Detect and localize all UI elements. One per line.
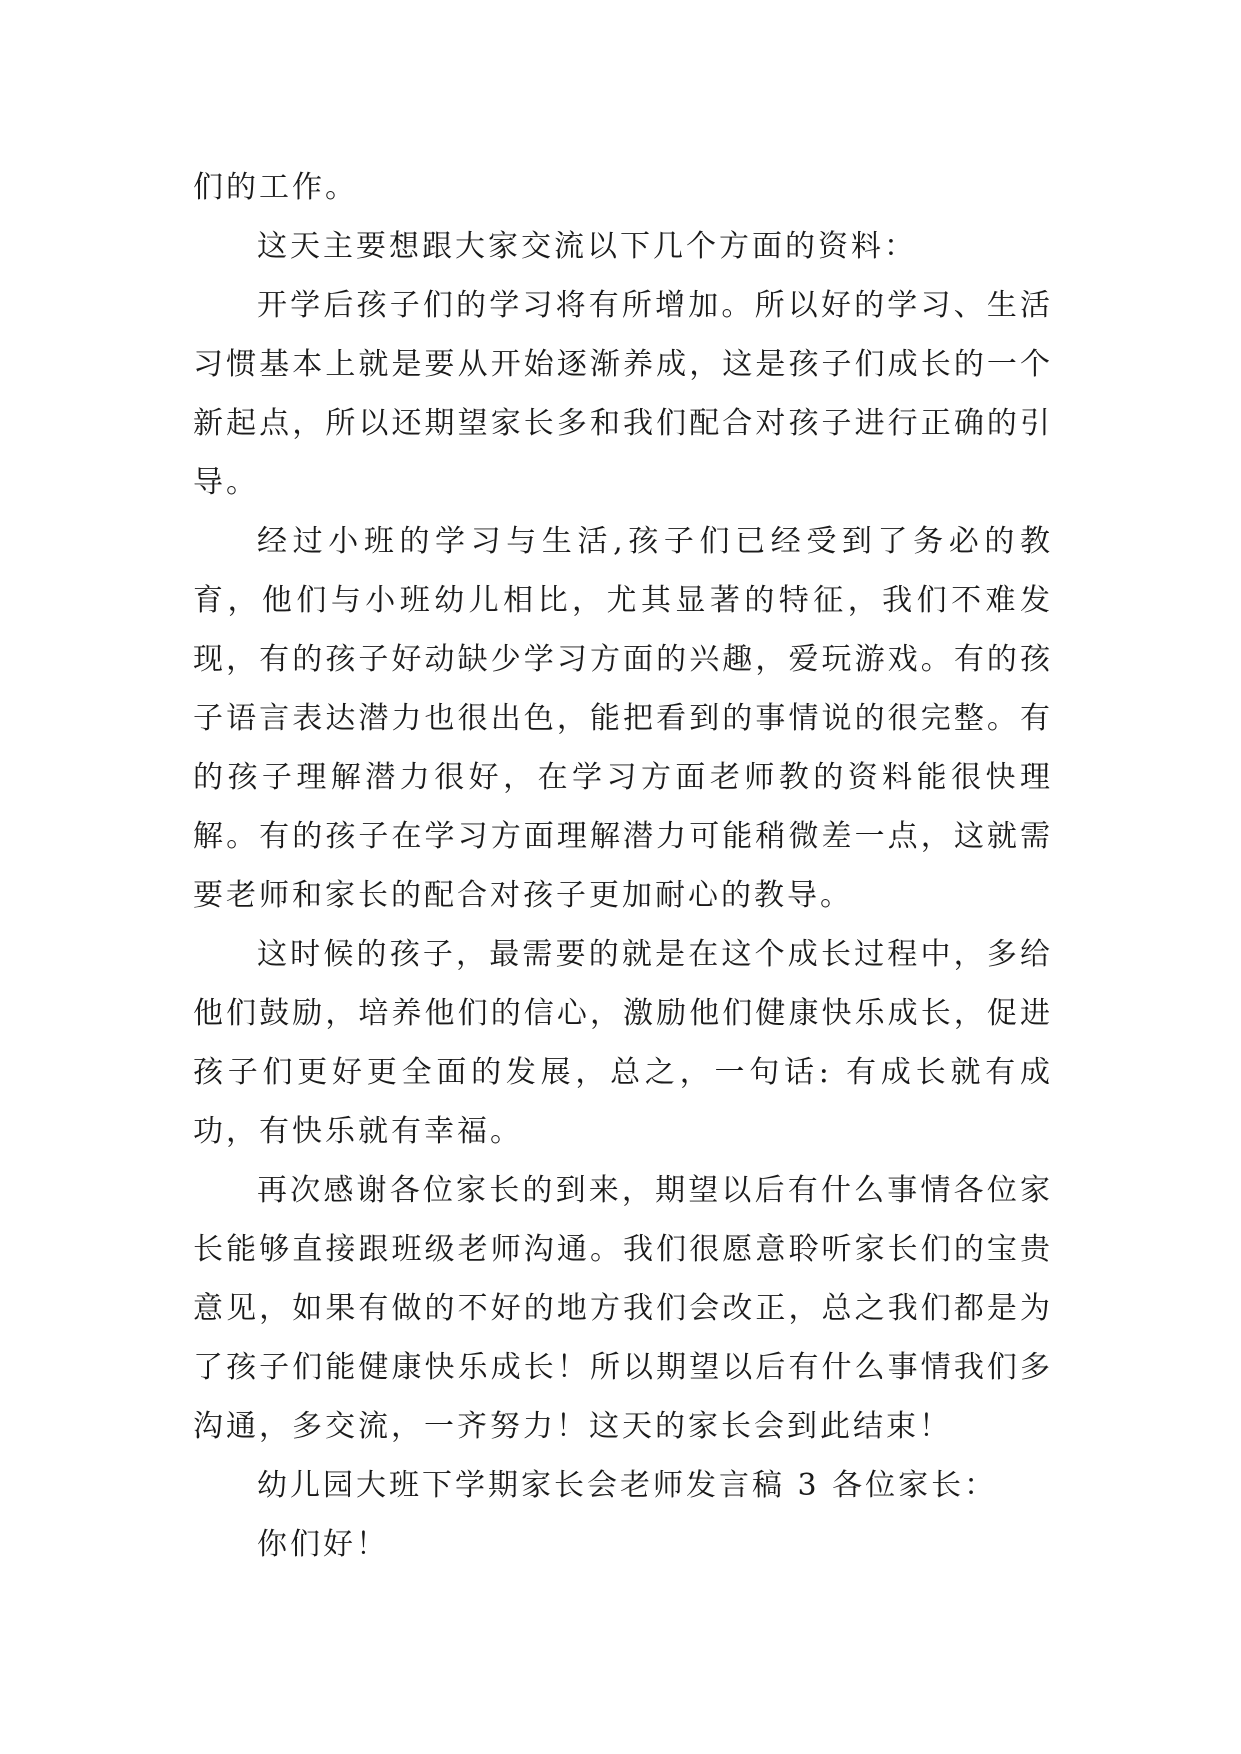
paragraph-greeting: 你们好！ xyxy=(257,1527,389,1562)
paragraph-child-differences: 经过小班的学习与生活,孩子们已经受到了务必的教育，他们与小班幼儿相比，尤其显著的特征，我们不难发现，有的孩子好动缺少学习方面的兴趣，爱玩游戏。有的孩子语言表达潜力也很出色，能把看到的事情说的很完整。有的孩子理解潜力很好，在学习方面老师教的资料能很快理解。有的孩子在学习方面理解潜力可能稍微差一点，这就需要老师和家长的配合对孩子更加耐心的教导。 xyxy=(193,524,1053,913)
paragraph-topics-intro: 这天主要想跟大家交流以下几个方面的资料： xyxy=(257,229,917,264)
document-body xyxy=(193,158,1053,1574)
paragraph-encouragement: 这时候的孩子，最需要的就是在这个成长过程中，多给他们鼓励，培养他们的信心，激励他们健康快乐成长，促进孩子们更好更全面的发展，总之，一句话: 有成长就有成功，有快乐就有幸福。 xyxy=(193,937,1053,1149)
paragraph-continuation: 们的工作。 xyxy=(193,170,358,205)
paragraph-study-habits: 开学后孩子们的学习将有所增加。所以好的学习、生活习惯基本上就是要从开始逐渐养成，这是孩子们成长的一个新起点，所以还期望家长多和我们配合对孩子进行正确的引导。 xyxy=(193,288,1053,500)
paragraph-speech-title: 幼儿园大班下学期家长会老师发言稿 3 各位家长： xyxy=(257,1468,998,1503)
paragraph-closing-thanks: 再次感谢各位家长的到来，期望以后有什么事情各位家长能够直接跟班级老师沟通。我们很愿意聆听家长们的宝贵意见，如果有做的不好的地方我们会改正，总之我们都是为了孩子们能健康快乐成长！所以期望以后有什么事情我们多沟通，多交流，一齐努力！这天的家长会到此结束！ xyxy=(193,1173,1053,1444)
